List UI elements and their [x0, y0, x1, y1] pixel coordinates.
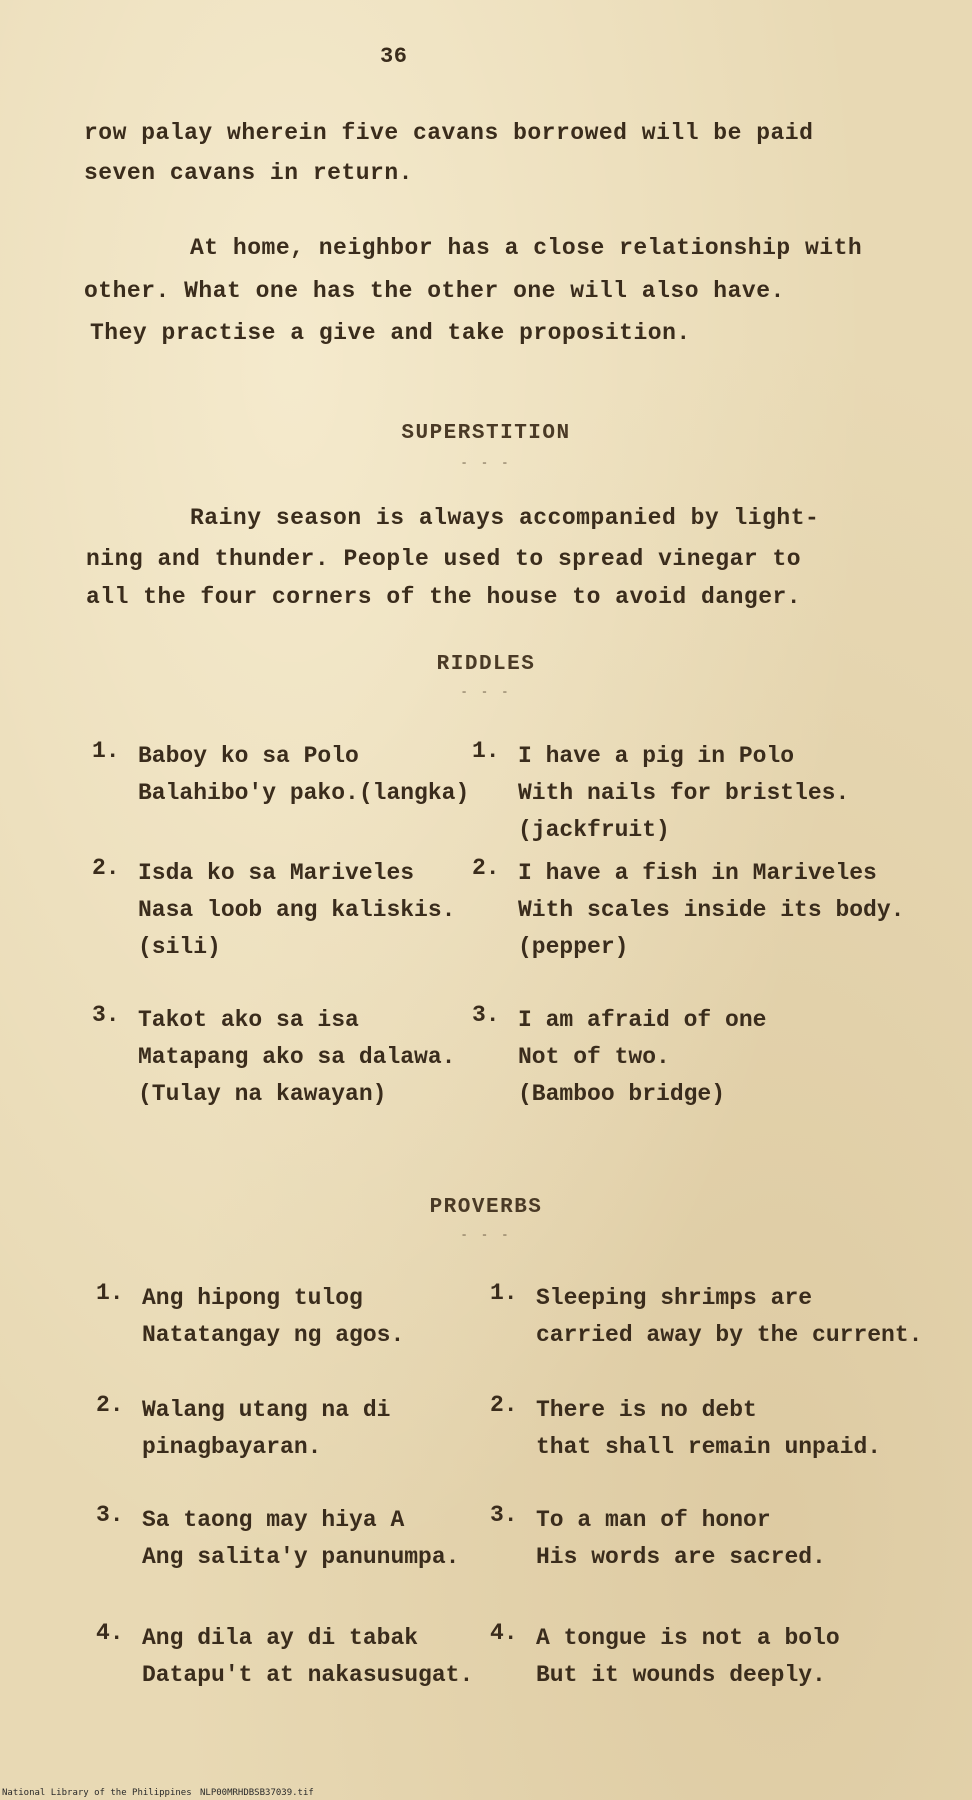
riddle-2-tl-line-2: Nasa loob ang kaliskis. [138, 897, 456, 923]
proverb-1-en-line-2: carried away by the current. [536, 1322, 923, 1348]
riddle-3-en-line-3: (Bamboo bridge) [518, 1081, 726, 1107]
proverb-2-tl-line-2: pinagbayaran. [142, 1434, 322, 1460]
riddle-1-en-number: 1. [472, 738, 500, 764]
proverb-3-tl-line-1: Sa taong may hiya A [142, 1507, 405, 1533]
proverb-1-number: 1. [96, 1280, 124, 1306]
intro-line-1: row palay wherein five cavans borrowed will be paid [84, 120, 814, 146]
proverb-2-number: 2. [96, 1392, 124, 1418]
proverb-1-tl-line-2: Natatangay ng agos. [142, 1322, 405, 1348]
riddle-1-tl-line-2: Balahibo'y pako.(langka) [138, 780, 470, 806]
proverbs-dots: - - - [460, 1228, 512, 1242]
proverb-1-en-line-1: Sleeping shrimps are [536, 1285, 813, 1311]
superstition-line-1: Rainy season is always accompanied by light- [190, 505, 820, 531]
intro-line-4: other. What one has the other one will also have. [84, 278, 785, 304]
proverb-2-en-number: 2. [490, 1392, 518, 1418]
proverb-3-en-line-2: His words are sacred. [536, 1544, 826, 1570]
riddle-3-tl-line-2: Matapang ako sa dalawa. [138, 1044, 456, 1070]
riddle-1-en-line-2: With nails for bristles. [518, 780, 850, 806]
riddle-1-en-line-3: (jackfruit) [518, 817, 670, 843]
riddle-3-number: 3. [92, 1002, 120, 1028]
riddle-3-tl-line-1: Takot ako sa isa [138, 1007, 359, 1033]
riddle-2-en-line-2: With scales inside its body. [518, 897, 905, 923]
superstition-dots: - - - [460, 456, 512, 470]
riddle-2-number: 2. [92, 855, 120, 881]
riddle-1-tl-line-1: Baboy ko sa Polo [138, 743, 359, 769]
proverb-4-tl-line-1: Ang dila ay di tabak [142, 1625, 419, 1651]
page-number: 36 [380, 44, 408, 69]
proverb-4-en-number: 4. [490, 1620, 518, 1646]
riddles-heading: RIDDLES [436, 653, 536, 676]
riddles-dots: - - - [460, 685, 512, 699]
riddle-3-en-number: 3. [472, 1002, 500, 1028]
intro-line-5: They practise a give and take proposition. [90, 320, 691, 346]
proverbs-heading: PROVERBS [429, 1196, 543, 1219]
proverb-2-tl-line-1: Walang utang na di [142, 1397, 391, 1423]
proverb-3-tl-line-2: Ang salita'y panunumpa. [142, 1544, 460, 1570]
intro-line-3: At home, neighbor has a close relationship with [190, 235, 863, 261]
riddle-3-en-line-2: Not of two. [518, 1044, 670, 1070]
proverb-2-en-line-1: There is no debt [536, 1397, 757, 1423]
proverb-4-number: 4. [96, 1620, 124, 1646]
riddle-2-tl-line-1: Isda ko sa Mariveles [138, 860, 415, 886]
proverb-4-en-line-1: A tongue is not a bolo [536, 1625, 840, 1651]
footer-library-label: National Library of the Philippines [2, 1788, 192, 1798]
proverb-4-en-line-2: But it wounds deeply. [536, 1662, 826, 1688]
proverb-1-en-number: 1. [490, 1280, 518, 1306]
footer-filename: NLP00MRHDBSB37039.tif [200, 1788, 314, 1798]
riddle-2-en-number: 2. [472, 855, 500, 881]
riddle-1-number: 1. [92, 738, 120, 764]
riddle-1-en-line-1: I have a pig in Polo [518, 743, 795, 769]
superstition-heading: SUPERSTITION [401, 422, 571, 445]
intro-line-2: seven cavans in return. [84, 160, 413, 186]
superstition-line-3: all the four corners of the house to avoid danger. [86, 584, 802, 610]
riddle-3-tl-line-3: (Tulay na kawayan) [138, 1081, 387, 1107]
proverb-4-tl-line-2: Datapu't at nakasusugat. [142, 1662, 474, 1688]
riddle-2-tl-line-3: (sili) [138, 934, 221, 960]
proverb-1-tl-line-1: Ang hipong tulog [142, 1285, 363, 1311]
proverb-3-number: 3. [96, 1502, 124, 1528]
proverb-3-en-line-1: To a man of honor [536, 1507, 771, 1533]
riddle-3-en-line-1: I am afraid of one [518, 1007, 767, 1033]
riddle-2-en-line-3: (pepper) [518, 934, 629, 960]
proverb-3-en-number: 3. [490, 1502, 518, 1528]
proverb-2-en-line-2: that shall remain unpaid. [536, 1434, 882, 1460]
riddle-2-en-line-1: I have a fish in Mariveles [518, 860, 877, 886]
superstition-line-2: ning and thunder. People used to spread vinegar to [86, 546, 802, 572]
